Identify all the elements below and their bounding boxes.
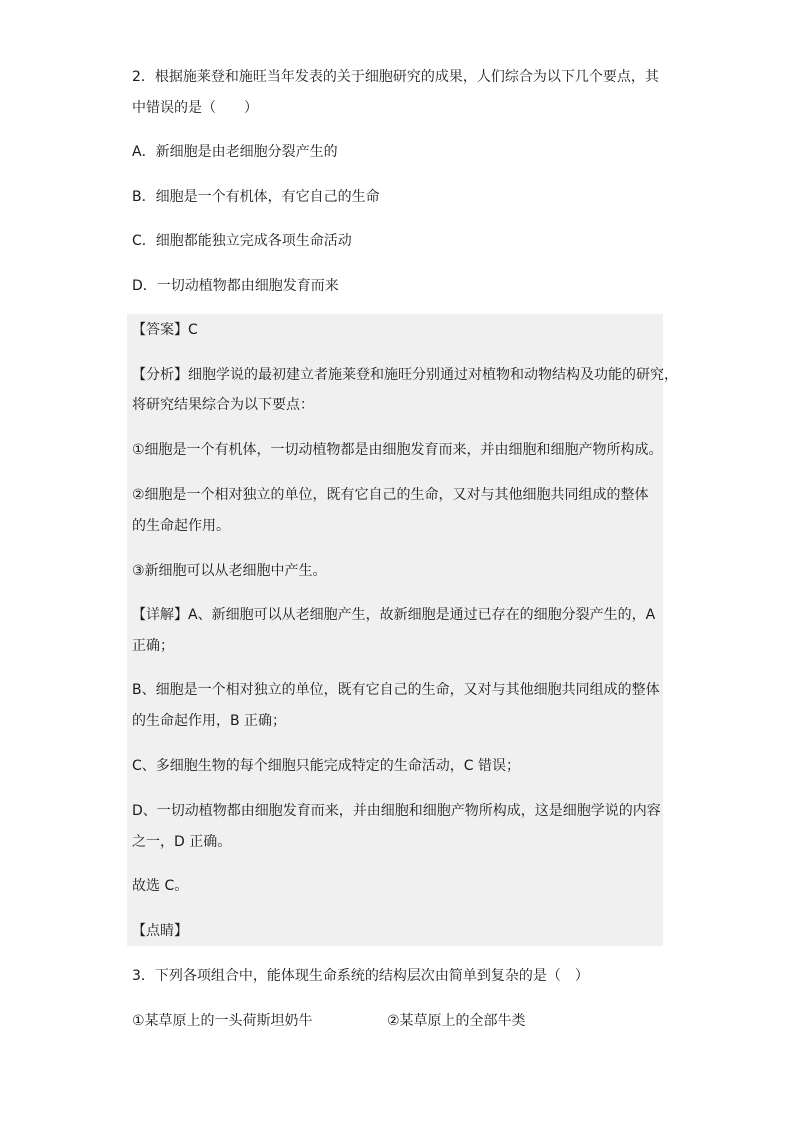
answer-line: 【答案】C xyxy=(132,322,198,338)
detail-d-line2: 之一，D 正确。 xyxy=(132,834,232,850)
q2-stem-line1: 2．根据施莱登和施旺当年发表的关于细胞研究的成果，人们综合为以下几个要点，其 xyxy=(132,69,659,85)
q2-stem-line2: 中错误的是（ ） xyxy=(132,100,258,116)
detail-c-line: C、多细胞生物的每个细胞只能完成特定的生命活动，C 错误； xyxy=(132,758,520,774)
q3-option1: ①某草原上的一头荷斯坦奶牛 xyxy=(132,1013,313,1029)
q2-option-b: B．细胞是一个有机体，有它自己的生命 xyxy=(132,189,380,205)
comment-heading: 【点睛】 xyxy=(132,923,188,939)
analysis-line1: 【分析】细胞学说的最初建立者施莱登和施旺分别通过对植物和动物结构及功能的研究， xyxy=(132,367,678,383)
conclusion-line: 故选 C。 xyxy=(132,878,189,894)
detail-b-line2: 的生命起作用，B 正确； xyxy=(132,713,287,729)
q3-stem: 3．下列各项组合中，能体现生命系统的结构层次由简单到复杂的是（ ） xyxy=(132,968,589,984)
analysis-point1: ①细胞是一个有机体，一切动植物都是由细胞发育而来，并由细胞和细胞产物所构成。 xyxy=(132,442,663,458)
q3-option2: ②某草原上的全部牛类 xyxy=(387,1013,526,1029)
q2-option-a: A．新细胞是由老细胞分裂产生的 xyxy=(132,144,338,160)
detail-d-line1: D、一切动植物都由细胞发育而来，并由细胞和细胞产物所构成，这是细胞学说的内容 xyxy=(132,803,661,819)
q2-option-c: C．细胞都能独立完成各项生命活动 xyxy=(132,233,352,249)
analysis-point2-line2: 的生命起作用。 xyxy=(132,518,230,534)
analysis-point2-line1: ②细胞是一个相对独立的单位，既有它自己的生命，又对与其他细胞共同组成的整体 xyxy=(132,487,649,503)
analysis-point3: ③新细胞可以从老细胞中产生。 xyxy=(132,563,327,579)
detail-line1: 【详解】A、新细胞可以从老细胞产生，故新细胞是通过已存在的细胞分裂产生的，A xyxy=(132,607,656,623)
detail-b-line1: B、细胞是一个相对独立的单位，既有它自己的生命，又对与其他细胞共同组成的整体 xyxy=(132,682,660,698)
analysis-line2: 将研究结果综合为以下要点： xyxy=(132,397,314,413)
detail-line2: 正确； xyxy=(132,638,174,654)
q2-option-d: D．一切动植物都由细胞发育而来 xyxy=(132,278,339,294)
